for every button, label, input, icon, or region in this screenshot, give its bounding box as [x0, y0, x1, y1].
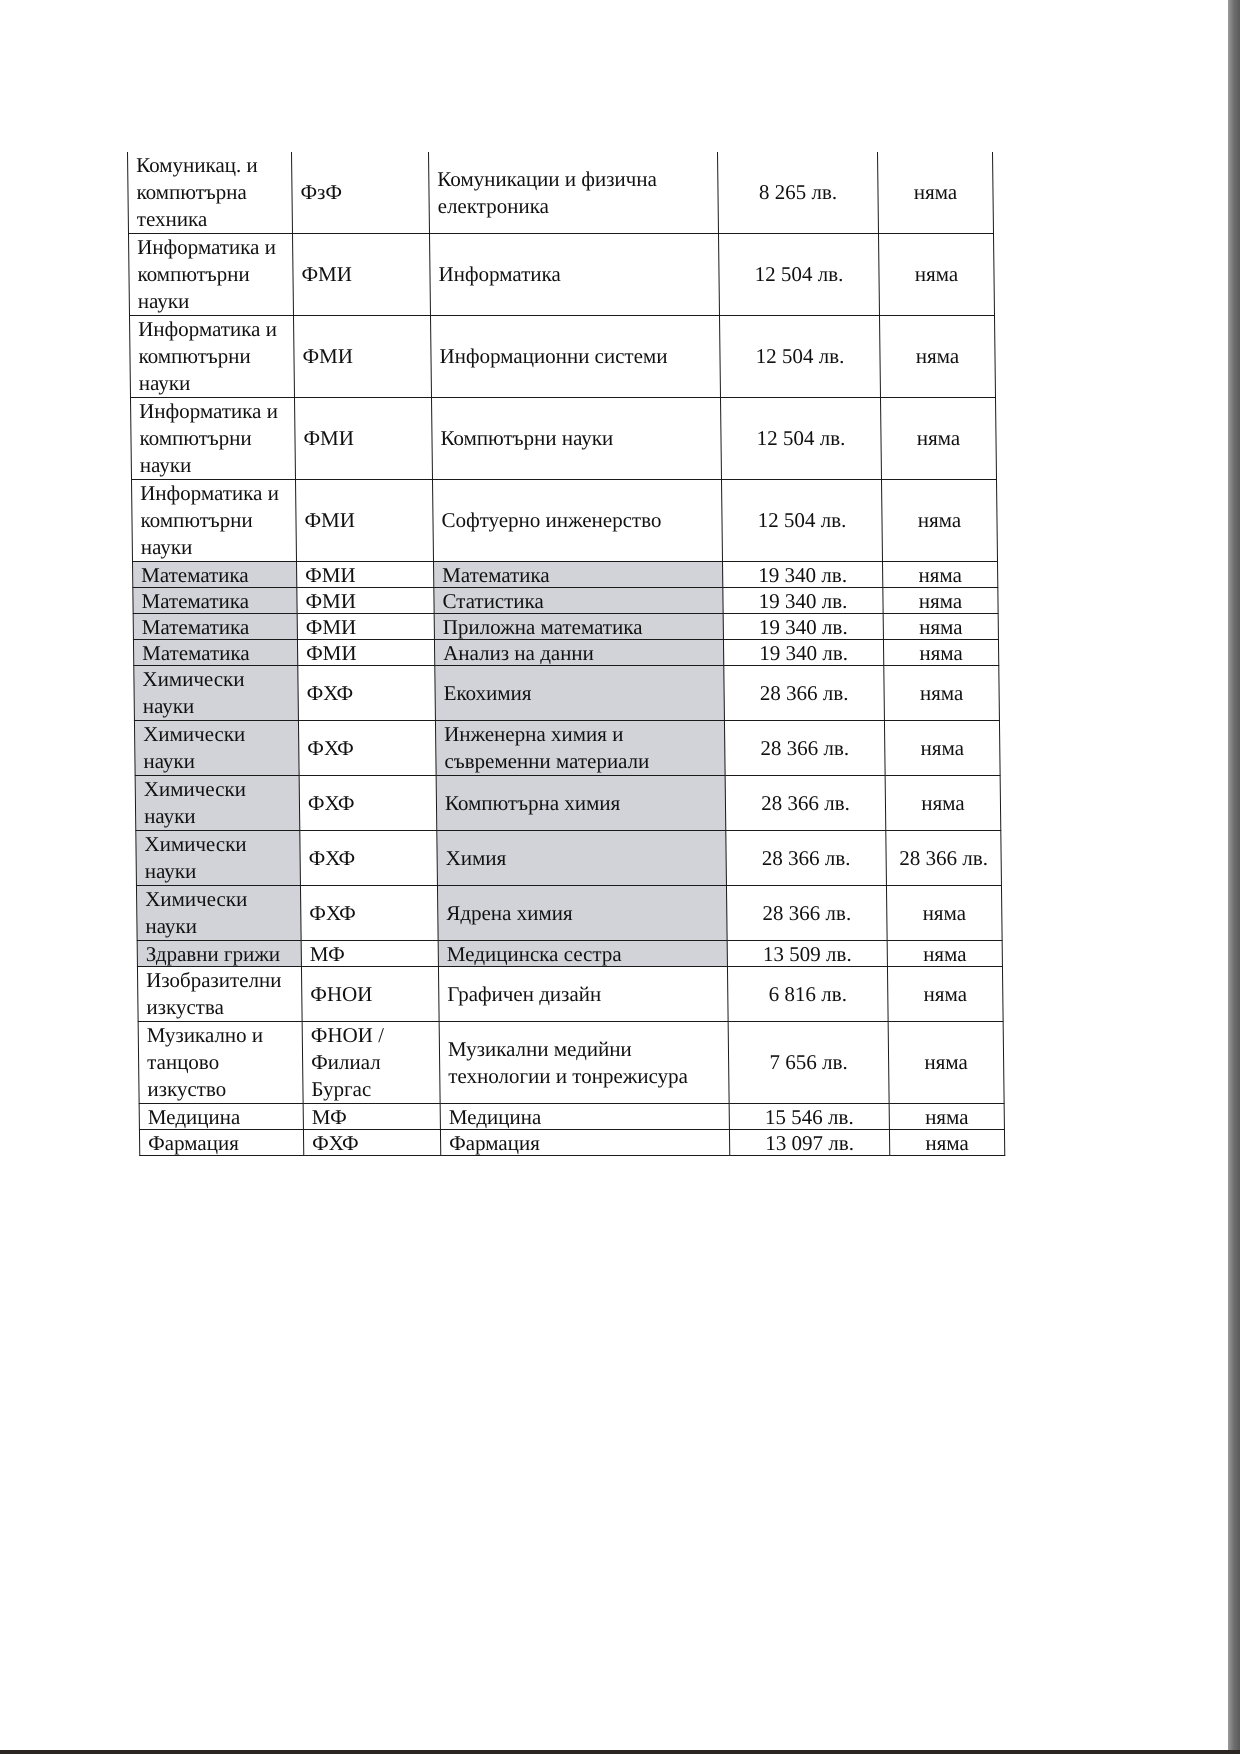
- fee-text: 19 340 лв.: [759, 640, 849, 665]
- cell-faculty: [298, 721, 436, 776]
- cell-professional-field: [135, 776, 300, 831]
- cell-faculty: [297, 614, 434, 640]
- field-text: Математика: [141, 614, 250, 639]
- cell-professional-field: [136, 886, 301, 941]
- fee-text: 13 509 лв.: [762, 941, 852, 966]
- fee-text: 13 097 лв.: [765, 1130, 855, 1155]
- program-text: Графичен дизайн: [447, 981, 602, 1006]
- fee-text: 6 816 лв.: [768, 981, 848, 1006]
- faculty-text: ФНОИ: [310, 981, 373, 1006]
- cell-fee: [719, 316, 880, 398]
- table-row: [139, 1130, 1004, 1156]
- cell-professional-field: [137, 941, 301, 967]
- table-row: [128, 234, 994, 316]
- cell-program: [435, 666, 725, 721]
- cell-faculty: [292, 152, 430, 234]
- fee-text: 19 340 лв.: [758, 614, 848, 639]
- cell-extra-fee: [882, 480, 998, 562]
- cell-fee: [723, 562, 883, 588]
- cell-faculty: [301, 941, 438, 967]
- cell-faculty: [300, 831, 438, 886]
- table-row: [129, 316, 995, 398]
- faculty-text: ФХФ: [311, 1130, 359, 1155]
- extra-fee-text: няма: [924, 1104, 969, 1129]
- scan-edge-right: [1228, 0, 1240, 1754]
- program-text: Компютърни науки: [440, 426, 614, 450]
- cell-program: [434, 640, 723, 666]
- cell-extra-fee: [887, 941, 1002, 967]
- faculty-text: ФМИ: [304, 508, 356, 532]
- table-row: [134, 666, 1000, 721]
- cell-program: [440, 1104, 729, 1130]
- extra-fee-text: няма: [921, 790, 965, 815]
- field-text: Информатика и компютърни науки: [139, 399, 279, 477]
- cell-fee: [725, 776, 886, 831]
- program-text: Комуникации и физична електроника: [437, 166, 657, 218]
- cell-program: [435, 721, 725, 776]
- cell-faculty: [296, 480, 434, 562]
- cell-faculty: [293, 316, 431, 398]
- cell-fee: [722, 480, 883, 562]
- faculty-text: ФзФ: [300, 180, 343, 204]
- program-text: Инженерна химия и съвременни материали: [443, 722, 650, 773]
- table-row: [134, 721, 1000, 776]
- table-row: [137, 941, 1002, 967]
- field-text: Химически науки: [144, 832, 247, 883]
- program-text: Екохимия: [443, 680, 532, 705]
- cell-faculty: [303, 1104, 440, 1130]
- table-row: [139, 1104, 1004, 1130]
- faculty-text: ФМИ: [302, 344, 354, 368]
- extra-fee-text: няма: [918, 588, 963, 613]
- cell-program: [431, 398, 721, 480]
- fee-text: 28 366 лв.: [760, 790, 850, 815]
- program-text: Софтуерно инженерство: [441, 508, 662, 532]
- fee-text: 8 265 лв.: [758, 180, 838, 204]
- fee-text: 12 504 лв.: [756, 426, 846, 450]
- cell-fee: [724, 721, 885, 776]
- cell-extra-fee: [886, 886, 1002, 941]
- table-row: [135, 776, 1001, 831]
- table-row: [136, 886, 1002, 941]
- table-row: [128, 152, 994, 234]
- faculty-text: ФМИ: [305, 614, 357, 639]
- cell-fee: [726, 886, 887, 941]
- cell-extra-fee: [878, 234, 994, 316]
- cell-program: [430, 316, 720, 398]
- cell-professional-field: [128, 152, 293, 234]
- faculty-text: МФ: [309, 941, 345, 966]
- extra-fee-text: няма: [923, 981, 968, 1006]
- table-row: [130, 398, 996, 480]
- field-text: Изобразителни изкуства: [145, 968, 282, 1019]
- extra-fee-text: няма: [915, 344, 960, 368]
- cell-program: [434, 614, 723, 640]
- program-text: Анализ на данни: [442, 640, 594, 665]
- cell-fee: [727, 967, 888, 1022]
- cell-professional-field: [133, 640, 297, 666]
- fee-text: 12 504 лв.: [755, 344, 845, 368]
- cell-program: [439, 1022, 729, 1104]
- program-text: Математика: [442, 562, 550, 587]
- cell-faculty: [302, 1022, 440, 1104]
- field-text: Информатика и компютърни науки: [137, 235, 277, 313]
- cell-fee: [723, 614, 883, 640]
- field-text: Математика: [141, 562, 249, 587]
- cell-extra-fee: [879, 316, 995, 398]
- table-row: [132, 480, 998, 562]
- extra-fee-text: няма: [919, 680, 964, 705]
- program-text: Приложна математика: [442, 614, 643, 639]
- fee-text: 19 340 лв.: [758, 562, 848, 587]
- program-text: Статистика: [442, 588, 544, 613]
- faculty-text: ФХФ: [307, 790, 355, 815]
- cell-faculty: [298, 666, 436, 721]
- table-row: [137, 967, 1003, 1022]
- table-row: [133, 588, 998, 614]
- field-text: Математика: [141, 640, 250, 665]
- cell-professional-field: [133, 588, 297, 614]
- cell-extra-fee: [883, 562, 998, 588]
- tuition-fees-table: [127, 152, 1005, 1156]
- cell-program: [437, 886, 727, 941]
- extra-fee-text: няма: [922, 941, 967, 966]
- faculty-text: ФМИ: [301, 262, 353, 286]
- cell-professional-field: [130, 398, 295, 480]
- cell-fee: [727, 941, 887, 967]
- extra-fee-text: няма: [925, 1130, 969, 1155]
- cell-extra-fee: [885, 776, 1001, 831]
- cell-fee: [728, 1022, 889, 1104]
- cell-program: [434, 562, 723, 588]
- program-text: Компютърна химия: [444, 790, 621, 815]
- field-text: Комуникац. и компютърна техника: [136, 153, 258, 231]
- program-text: Музикални медийни технологии и тонрежисура: [447, 1036, 688, 1088]
- program-text: Информатика: [438, 262, 561, 286]
- extra-fee-text: няма: [914, 262, 959, 286]
- fee-text: 28 366 лв.: [762, 900, 852, 925]
- cell-fee: [723, 640, 883, 666]
- cell-professional-field: [139, 1104, 303, 1130]
- field-text: Музикално и танцово изкуство: [146, 1023, 264, 1101]
- cell-faculty: [299, 776, 437, 831]
- cell-program: [440, 1130, 729, 1156]
- cell-extra-fee: [887, 967, 1003, 1022]
- faculty-text: ФМИ: [305, 588, 357, 613]
- faculty-text: ФМИ: [305, 562, 356, 587]
- field-text: Здравни грижи: [145, 941, 281, 966]
- cell-extra-fee: [889, 1130, 1004, 1156]
- cell-professional-field: [128, 234, 293, 316]
- fee-text: 7 656 лв.: [769, 1050, 848, 1074]
- cell-faculty: [297, 640, 434, 666]
- cell-faculty: [297, 588, 434, 614]
- field-text: Химически науки: [142, 667, 245, 718]
- program-text: Фармация: [448, 1130, 540, 1155]
- fee-text: 12 504 лв.: [754, 262, 844, 286]
- cell-program: [434, 588, 723, 614]
- fee-text: 12 504 лв.: [757, 508, 847, 532]
- cell-extra-fee: [889, 1104, 1004, 1130]
- faculty-text: ФНОИ / Филиал Бургас: [310, 1023, 385, 1101]
- cell-professional-field: [133, 562, 297, 588]
- table-body: [128, 152, 1005, 1156]
- table-row: [138, 1022, 1004, 1104]
- cell-professional-field: [134, 666, 299, 721]
- cell-program: [438, 941, 727, 967]
- extra-fee-text: няма: [924, 1050, 968, 1074]
- cell-professional-field: [133, 614, 297, 640]
- fee-text: 19 340 лв.: [758, 588, 848, 613]
- faculty-text: ФМИ: [305, 640, 357, 665]
- cell-faculty: [292, 234, 430, 316]
- cell-fee: [729, 1130, 889, 1156]
- cell-extra-fee: [884, 666, 1000, 721]
- extra-fee-text: 28 366 лв.: [899, 845, 989, 870]
- cell-fee: [718, 152, 879, 234]
- cell-professional-field: [134, 721, 299, 776]
- cell-program: [429, 234, 719, 316]
- table-row: [133, 640, 998, 666]
- cell-program: [436, 776, 726, 831]
- table-row: [133, 562, 998, 588]
- cell-fee: [720, 398, 881, 480]
- field-text: Информатика и компютърни науки: [138, 317, 278, 395]
- field-text: Медицина: [147, 1104, 241, 1129]
- cell-professional-field: [138, 1022, 303, 1104]
- cell-faculty: [294, 398, 432, 480]
- faculty-text: ФМИ: [303, 426, 355, 450]
- program-text: Медицинска сестра: [446, 941, 622, 966]
- cell-fee: [723, 588, 883, 614]
- extra-fee-text: няма: [913, 180, 958, 204]
- cell-extra-fee: [888, 1022, 1004, 1104]
- cell-program: [433, 480, 723, 562]
- extra-fee-text: няма: [917, 508, 962, 532]
- extra-fee-text: няма: [922, 900, 967, 925]
- faculty-text: ФХФ: [306, 680, 354, 705]
- fee-text: 15 546 лв.: [764, 1104, 854, 1129]
- cell-extra-fee: [884, 721, 1000, 776]
- faculty-text: ФХФ: [307, 735, 354, 760]
- table-row: [136, 831, 1002, 886]
- cell-fee: [718, 234, 879, 316]
- table-row: [133, 614, 998, 640]
- cell-program: [438, 967, 728, 1022]
- extra-fee-text: няма: [919, 640, 963, 665]
- scan-edge-bottom: [0, 1750, 1240, 1754]
- program-text: Химия: [445, 845, 507, 870]
- cell-program: [437, 831, 727, 886]
- cell-faculty: [301, 967, 439, 1022]
- cell-professional-field: [137, 967, 302, 1022]
- field-text: Математика: [141, 588, 250, 613]
- program-text: Ядрена химия: [446, 900, 573, 925]
- cell-faculty: [303, 1130, 440, 1156]
- extra-fee-text: няма: [918, 562, 962, 587]
- field-text: Фармация: [147, 1130, 239, 1155]
- cell-extra-fee: [880, 398, 996, 480]
- cell-extra-fee: [883, 588, 998, 614]
- extra-fee-text: няма: [918, 614, 963, 639]
- faculty-text: ФХФ: [309, 900, 356, 925]
- cell-professional-field: [139, 1130, 303, 1156]
- cell-extra-fee: [878, 152, 994, 234]
- field-text: Информатика и компютърни науки: [140, 481, 280, 559]
- extra-fee-text: няма: [916, 426, 961, 450]
- field-text: Химически науки: [142, 722, 246, 773]
- cell-extra-fee: [883, 614, 998, 640]
- cell-fee: [726, 831, 887, 886]
- cell-professional-field: [132, 480, 297, 562]
- field-text: Химически науки: [143, 777, 247, 828]
- fee-text: 28 366 лв.: [759, 680, 849, 705]
- faculty-text: ФХФ: [308, 845, 356, 870]
- cell-extra-fee: [883, 640, 998, 666]
- fee-text: 28 366 лв.: [760, 735, 850, 760]
- fee-text: 28 366 лв.: [761, 845, 851, 870]
- field-text: Химически науки: [144, 887, 248, 938]
- cell-faculty: [297, 562, 434, 588]
- cell-faculty: [300, 886, 438, 941]
- program-text: Информационни системи: [439, 344, 668, 368]
- cell-professional-field: [129, 316, 294, 398]
- cell-fee: [729, 1104, 889, 1130]
- faculty-text: МФ: [311, 1104, 347, 1129]
- cell-professional-field: [136, 831, 301, 886]
- extra-fee-text: няма: [920, 735, 965, 760]
- cell-fee: [724, 666, 885, 721]
- cell-program: [429, 152, 719, 234]
- program-text: Медицина: [448, 1104, 542, 1129]
- cell-extra-fee: [886, 831, 1002, 886]
